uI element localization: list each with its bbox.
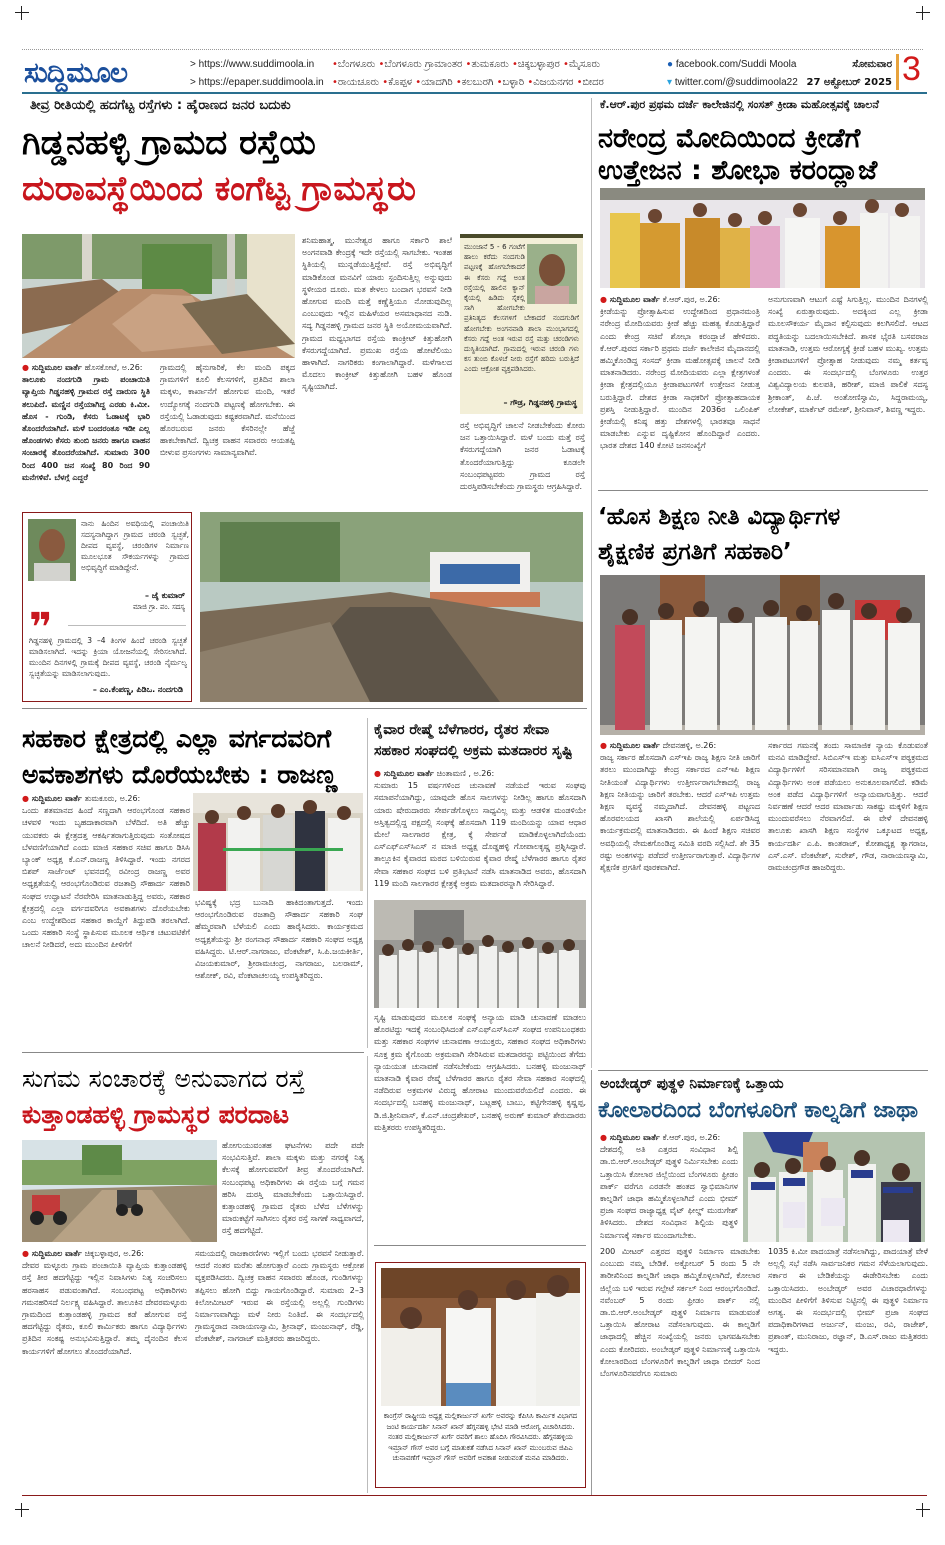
edition-city[interactable]: ತುಮಕೂರು	[471, 59, 512, 70]
story4-dateline-place: ತುಮಕೂರು, ಅ.26:	[84, 794, 141, 803]
section-divider-5	[374, 1245, 586, 1246]
crop-mark-top-right	[916, 6, 930, 20]
story4-headline-line2: ಅವಕಾಶಗಳು ದೊರೆಯಬೇಕು : ರಾಜಣ್ಣ	[22, 760, 338, 789]
story6-body-1: ದೇವರ ಮಳ್ಳೂರು ಗ್ರಾಮ ಪಂಚಾಯಿತಿ ವ್ಯಾಪ್ತಿಯ ಕುತ್ತಾಂಡಹಳ್ಳಿ ರಸ್ತೆ ತೀರ ಹದಗೆಟ್ಟಿದ್ದು ಇಲ್ಲಿನ ನಿವಾಸಿಗಳು ನಿತ್ಯ ಸಂಚರಿಸಲು ಹರಸಾಹಸ ಪಡುವಂತಾಗಿದೆ. ಸಂಬಂಧಪಟ್ಟ ಅಧಿಕಾರಿಗಳು ಗಮನಹರಿಸದೆ ನಿರ್ಲಕ್ಷ್ಯ ವಹಿಸಿದ್ದಾರೆ. ತಾಲೂಕಿನ ದೇವರಮಳ್ಳೂರು ಗ್ರಾಮದಿಂದ ಕುತ್ತಾಂಡಹಳ್ಳಿ ಗ್ರಾಮದ ಕಡೆ ಹೋಗುವ ರಸ್ತೆ ಹದಗೆಟ್ಟಿದ್ದು ರೈತರು, ಕೂಲಿ ಕಾರ್ಮಿಕರು ಹಾಗೂ ವಿದ್ಯಾರ್ಥಿಗಳು ಪ್ರತಿದಿನ ಸಂಕಷ್ಟ ಅನುಭವಿಸುತ್ತಿದ್ದಾರೆ. ತಮ್ಮ ದೈನಂದಿನ ಕೆಲಸ ಕಾರ್ಯಗಳಿಗೆ ಹೋಗಲು ತೊಂದರೆಯಾಗಿದೆ.	[22, 1261, 187, 1356]
quote1-role: ಮಾಜಿ ಗ್ರಾ. ಪಂ. ಸದಸ್ಯ	[132, 603, 185, 611]
story5-column-1	[374, 768, 586, 898]
story7-column-2	[768, 1246, 928, 1494]
section-divider-3	[598, 1070, 928, 1071]
story6-body-top: ಹೋಗುಯುವಂತಹ ಘಟನೆಗಳು ಪದೇ ಪದೇ ಸಂಭವಿಸುತ್ತಿವೆ. ಶಾಲಾ ಮಕ್ಕಳು ಮತ್ತು ನಗರಕ್ಕೆ ನಿತ್ಯ ಕೆಲಸಕ್ಕೆ ಹೋಗುವವರಿಗೆ ತೀವ್ರ ತೊಂದರೆಯಾಗಿದೆ. ಸಂಬಂಧಪಟ್ಟ ಅಧಿಕಾರಿಗಳು ಈ ರಸ್ತೆಯ ಬಗ್ಗೆ ಗಮನ ಹರಿಸಿ ದುರಸ್ತಿ ಮಾಡಬೇಕೆಂದು ಒತ್ತಾಯಿಸಿದ್ದಾರೆ. ಕುತ್ತಾಂಡಹಳ್ಳಿ ಗ್ರಾಮದ ರೈತರು ಬೆಳೆದ ಬೆಳೆಗಳನ್ನು ಮಾರುಕಟ್ಟೆಗೆ ಸಾಗಿಸಲು ರೈತರ ರಸ್ತೆ ಸಾಗಣೆ ಸಾಧ್ಯವಾಗದೆ, ರಸ್ತೆ ಹದಗೆಟ್ಟಿದೆ.	[222, 1141, 364, 1236]
city-bullet-icon: •	[511, 59, 518, 70]
story2-headline-line2: ಉತ್ತೇಜನ : ಶೋಭಾ ಕರಂದ್ಲಾಜೆ	[598, 155, 878, 186]
rough-road-photo	[22, 1140, 217, 1242]
story2-dateline-place: ಕೆ.ಆರ್.ಪುರ, ಅ.26:	[662, 295, 721, 304]
story5-headline-line2: ಸಹಕಾರ ಸಂಘದಲ್ಲಿ ಅಕ್ರಮ ಮತದಾರರ ಸೃಷ್ಟಿ	[374, 743, 573, 759]
quote1-text: ನಾನು ಹಿಂದಿನ ಅವಧಿಯಲ್ಲಿ ಪಂಚಾಯಿತಿ ಸದಸ್ಯನಾಗಿದ್ದಾಗ ಗ್ರಾಮದ ಚರಂಡಿ ಸ್ವಚ್ಛತೆ, ದೀಪದ ವ್ಯವಸ್ಥೆ, ಚರಂಡಿಗಳ ನಿರ್ಮಾಣ ಮೂಲಭೂತ ಸೌಕರ್ಯಗಳನ್ನು ಗ್ರಾಮದ ಅಭಿವೃದ್ಧಿಗೆ ಮಾಡಿದ್ದೇನೆ.	[81, 519, 189, 572]
story1-body-4: ರಸ್ತೆ ಅಭಿವೃದ್ಧಿಗೆ ಚಾಲನೆ ನೀಡಬೇಕೆಂದು ಕೋರು ಜನ ಒತ್ತಾಯಿಸಿದ್ದಾರೆ. ಮಳೆ ಬಂದು ಮತ್ತೆ ರಸ್ತೆ ಕೆಸರುಗದ್ದೆಯಾಗಿ ಜನರ ಓಡಾಟಕ್ಕೆ ತೊಂದರೆಯಾಗುತ್ತಿದ್ದು ಕೂಡಲೇ ಸಂಬಂಧಪಟ್ಟವರು ಗ್ರಾಮದ ರಸ್ತೆ ದುರಸ್ತಿಪಡಿಸಬೇಕೆಂದು ಗ್ರಾಮಸ್ಥರು ಆಗ್ರಹಿಸಿದ್ದಾರೆ.	[460, 421, 585, 492]
story1-body-2: ಗ್ರಾಮದಲ್ಲಿ ಹೈನುಗಾರಿಕೆ, ಕೆಲ ಮಂದಿ ಪಕ್ಕದ ಗ್ರಾಮಗಳಿಗೆ ಕೂಲಿ ಕೆಲಸಗಳಿಗೆ, ಪ್ರತಿದಿನ ಶಾಲಾ ಮಕ್ಕಳು, ಕಾರ್ಖಾನೆಗೆ ಹೋಗುವ ಮಂದಿ, ಇತರೆ ಉದ್ಯೋಗಕ್ಕೆ ನಂದಗುಡಿ ಪಟ್ಟಣಕ್ಕೆ ಹೋಗಬೇಕು. ಈ ರಸ್ತೆಯಲ್ಲಿ ಓಡಾಡುವುದು ಕಷ್ಟಕರವಾಗಿದೆ. ಮನೆಯಿಂದ ಹೊರಬರುವ ಜನರು ಕೆಸರಿನಲ್ಲೇ ಹೆಜ್ಜೆ ಹಾಕಬೇಕಾಗಿದೆ. ದ್ವಿಚಕ್ರ ವಾಹನ ಸವಾರರು ಆಯತಪ್ಪಿ ಬೀಳುವ ಪ್ರಸಂಗಗಳು ಸಾಮಾನ್ಯವಾಗಿವೆ.	[160, 363, 295, 458]
meeting-photo-box	[375, 1262, 586, 1488]
sports-event-photo	[600, 188, 925, 288]
edition-city[interactable]: ಮೈಸೂರು	[568, 59, 601, 70]
issue-date-text: 27 ಅಕ್ಟೋಬರ್ 2025	[806, 77, 892, 88]
section-divider-2	[598, 490, 928, 491]
column-divider-lower	[591, 1070, 592, 1495]
facebook-link[interactable]: facebook.com/Suddi Moola	[675, 59, 797, 70]
story2-kicker: ಕೆ.ಆರ್.ಪುರ ಪ್ರಥಮ ದರ್ಜೆ ಕಾಲೇಜಿನಲ್ಲಿ ಸಂಸತ್ ಕ್ರೀಡಾ ಮಹೋತ್ಸವಕ್ಕೆ ಚಾಲನೆ	[600, 98, 879, 111]
story4-column-2	[195, 897, 363, 1045]
website-link[interactable]: > https://www.suddimoola.in	[190, 59, 315, 70]
crop-mark-bottom-left	[15, 1503, 29, 1517]
story3-body-2: ಸರ್ಕಾರದ ಗಮನಕ್ಕೆ ತಂದು ಸಾಮಾಜಿಕ ನ್ಯಾಯ ಕೊಡುವಂತೆ ಮನವಿ ಮಾಡಿದ್ದೇವೆ. ಸಿಬಿಎಸ್‌ಇ ಮತ್ತು ಐಸಿಎಸ್‌ಇ ಪಠ್ಯಕ್ರಮದ ವಿದ್ಯಾರ್ಥಿಗಳಿಗೆ ಸರಿಸಮಾನವಾಗಿ ರಾಜ್ಯ ಪಠ್ಯಕ್ರಮದ ವಿದ್ಯಾರ್ಥಿಗಳು ಅಂಕ ಪಡೆಯಲು ಅನುಕೂಲವಾಗಲಿದೆ. ಕಡಿಮೆ ಅಂಕ ಪಡೆದ ವಿದ್ಯಾರ್ಥಿಗಳಿಗೆ ಅನ್ಯಾಯವಾಗುತ್ತಿತ್ತು. ಆದರೆ ನಿರ್ವಹಣೆ ಆದರೆ ಆದರ ಮಾರ್ಪಾಡು ಸಾಕಷ್ಟು ಮಕ್ಕಳಿಗೆ ಶಿಕ್ಷಣ ಮುಂದುವರೆಸಲು ನೆರವಾಗಲಿದೆ. ಈ ವೇಳೆ ದೇವನಹಳ್ಳಿ ತಾಲೂಕು ಖಾಸಗಿ ಶಿಕ್ಷಣ ಸಂಸ್ಥೆಗಳ ಒಕ್ಕೂಟದ ಅಧ್ಯಕ್ಷ, ಕಾರ್ಯದರ್ಶಿ ಎ.ಪಿ. ಕಾಂತರಾಜ್, ಕೋಶಾಧ್ಯಕ್ಷ ತ್ಯಾಗರಾಜ, ಎಸ್.ಎಸ್. ವೆಂಕಟೇಶ್, ಸುರೇಶ್, ಗೌಡ, ನಾರಾಯಣಸ್ವಾಮಿ, ರಾಮಚಂದ್ರಗೌಡ ಹಾಜರಿದ್ದರು.	[768, 741, 928, 873]
story3-headline-line1: ‘ಹೊಸ ಶಿಕ್ಷಣ ನೀತಿ ವಿದ್ಯಾರ್ಥಿಗಳ	[598, 504, 841, 530]
story3-dateline-source: ಸುದ್ದಿಮೂಲ ವಾರ್ತೆ	[609, 741, 660, 750]
crop-mark-bottom-right	[916, 1503, 930, 1517]
quote-divider	[68, 625, 186, 626]
story3-column-2	[768, 740, 928, 1060]
top-dotted-rule	[22, 49, 923, 50]
story3-body-1: ರಾಜ್ಯ ಸರ್ಕಾರ ಹೊಸದಾಗಿ ಎಸ್‌ಇಪಿ ರಾಜ್ಯ ಶಿಕ್ಷಣ ನೀತಿ ಜಾರಿಗೆ ತರಲು ಮುಂದಾಗಿದ್ದು ಕೇಂದ್ರ ಸರ್ಕಾರದ ಎನ್‌ಇಪಿ ಶಿಕ್ಷಣ ನೀತಿಯಂತೆ ವಿದ್ಯಾರ್ಥಿಗಳು ಉತ್ತೀರ್ಣರಾಗಬೇಕಾದಲ್ಲಿ ರಾಜ್ಯ ಶಿಕ್ಷಣ ನೀತಿಯನ್ನು ಜಾರಿಗೆ ತರಬೇಕು. ಆದರೆ ಎಸ್‌ಇಪಿ ಉತ್ತಮ ಶಿಕ್ಷಣ ವ್ಯವಸ್ಥೆ ನಮ್ಮದಾಗಿದೆ. ದೇವನಹಳ್ಳಿ ಪಟ್ಟಣದ ಹೊರವಲಯದ ಖಾಸಗಿ ಶಾಲೆಯಲ್ಲಿ ಏರ್ಪಡಿಸಿದ್ದ ಕಾರ್ಯಕ್ರಮದಲ್ಲಿ ಮಾತನಾಡಿದರು. ಈ ಹಿಂದೆ ಶಿಕ್ಷಣ ಸಚಿವರ ಅವಧಿಯಲ್ಲಿ ನೇಮಕಗೊಂಡಿದ್ದ ಸಮಿತಿ ವರದಿ ಸಲ್ಲಿಸಿದೆ. ಶೇ 35 ರಷ್ಟು ಅಂಕಗಳನ್ನು ಪಡೆದರೆ ಉತ್ತೀರ್ಣರಾಗುತ್ತಾರೆ. ವಿದ್ಯಾರ್ಥಿಗಳ ಶೈಕ್ಷಣಿಕ ಪ್ರಗತಿಗೆ ಪೂರಕವಾಗಿದೆ.	[600, 753, 760, 873]
story2-column-1	[600, 294, 760, 484]
edition-city[interactable]: ವಿಜಯನಗರ	[533, 77, 577, 88]
bullet-icon: ●	[22, 794, 32, 803]
story2-body-2: ಅನುಗುಣವಾಗಿ ಆಟುಗೆ ಎಷ್ಟೆ ಸಿಗುತ್ತಿಲ್ಲ. ಮುಂದಿನ ದಿನಗಳಲ್ಲಿ ಸಂಖ್ಯೆ ಏರುತ್ತಾರುವುದು. ಅದಕ್ಕಿಂದ ಎಲ್ಲ ಕ್ರೀಡಾ ಮೂಲಸೌಕರ್ಯ ಮೈದಾನ ಕಲ್ಪಿಸುವುದು ಕಲಗಿಸಲಿದೆ. ಆಟದ ಪದ್ಧತಿಯನ್ನು ಬದಲಾಯಿಸಬೇಕಿದೆ. ಶಾಸಕ ಭೈರತಿ ಬಸವರಾಜ ಮಾತನಾಡಿ, ಉತ್ತಮ ಆರೋಗ್ಯಕ್ಕೆ ಕ್ರೀಡೆ ಬಹಳ ಮುಖ್ಯ. ಉತ್ತಮ ಕ್ರೀಡಾಪಟುಗಳಿಗೆ ಪ್ರೋತ್ಸಾಹ ನೀಡುವುದು ನಮ್ಮ ಕರ್ತವ್ಯ ಎಂದರು. ಈ ಸಂದರ್ಭದಲ್ಲಿ ಬೆಂಗಳೂರು ಉತ್ತರ ವಿಶ್ವವಿದ್ಯಾಲಯ ಕುಲಪತಿ, ಹರೀಶ್, ಮಾಜಿ ಪಾಲಿಕೆ ಸದಸ್ಯ ಶ್ರೀಕಾಂತ್, ಪಿ.ಜೆ. ಅಂತೋಣಿಸ್ವಾಮಿ, ಸಿದ್ದರಾಮಯ್ಯ, ಲೋಕೇಶ್, ಮಾರ್ಕೆಟ್ ರಮೇಶ್, ಶ್ರೀನಿವಾಸ್, ಶಿವಣ್ಣ ಇದ್ದರು.	[768, 295, 928, 414]
twitter-link[interactable]: twitter.com/@suddimoola22	[674, 77, 798, 88]
edition-city[interactable]: ಬಳ್ಳಾರಿ	[502, 77, 528, 88]
story5-dateline-place: ಚಿಂತಾಮಣಿ , ಅ.26:	[436, 769, 495, 778]
edition-city[interactable]: ರಾಯಚೂರು	[337, 77, 383, 88]
column-divider	[591, 98, 592, 1068]
twitter-icon: ▾	[667, 77, 673, 88]
story7-dateline-place: ಕೆ.ಆರ್.ಪುರ, ಅ.26:	[662, 1133, 721, 1142]
story5-column-2	[374, 1012, 586, 1237]
story1-headline-line2: ದುರಾವಸ್ಥೆಯಿಂದ ಕಂಗೆಟ್ಟ ಗ್ರಾಮಸ್ಥರು	[22, 169, 416, 209]
jai-kumar-portrait	[28, 519, 76, 581]
city-bullet-icon: •	[332, 77, 338, 88]
story6-headline-line2: ಕುತ್ತಾಂಡಹಳ್ಳಿ ಗ್ರಾಮಸ್ಥರ ಪರದಾಟ	[22, 1100, 290, 1129]
city-bullet-icon: •	[455, 77, 462, 88]
story1-body-1: ತಾಲೂಕು ನಂದಗುಡಿ ಗ್ರಾಮ ಪಂಚಾಯಿತಿ ವ್ಯಾಪ್ತಿಯ ಗಿಡ್ಡನಹಳ್ಳಿ ಗ್ರಾಮದ ರಸ್ತೆ ದಾರುಣ ಸ್ಥಿತಿ ತಲುಪಿದೆ. ಮಣ್ಣಿನ ರಸ್ತೆಯಾಗಿದ್ದ ಎರಡು ಕಿ.ಮೀ. ಹೊಸ - ಗುಂಡಿ, ಕೆಸರು ಓಡಾಟಕ್ಕೆ ಭಾರಿ ತೊಂದರೆಯಾಗಿದೆ. ಮಳೆ ಬಂದರಂತೂ ಇಡೀ ಎಲ್ಲ ಹೊಂಡಗಳು ಕೆಸರು ತುಂಬಿ ಜನರು ಹಾಗೂ ವಾಹನ ಸಂಚಾರಕ್ಕೆ ತೊಂದರೆಯಾಗಿದೆ. ಸುಮಾರು 300 ರಿಂದ 400 ಜನ ಸಂಖ್ಯೆ 80 ರಿಂದ 90 ಮನೆಗಳಿವೆ. ಬೆಳಗ್ಗೆ ಎದ್ದರೆ	[22, 375, 150, 482]
story2-column-2	[768, 294, 928, 484]
bullet-icon: ●	[374, 769, 384, 778]
story2-dateline-source: ಸುದ್ದಿಮೂಲ ವಾರ್ತೆ	[609, 295, 660, 304]
bullet-icon: ●	[600, 295, 610, 304]
web-links	[190, 56, 324, 92]
sidebar-body: ಮುಂಜಾನೆ 5 - 6 ಗಂಟೆಗೆ ಹಾಲು ಕರೆದು ನಂದಗುಡಿ ಪಟ್ಟಣಕ್ಕೆ ಹೋಗಬೇಕಾದರೆ ಈ ಕೆಸರು ಗದ್ದೆ ಅಂತ ರಸ್ತೆಯಲ್ಲಿ ಹಾಲಿನ ಕ್ಯಾನ್ ಕೈಯಲ್ಲಿ ಹಿಡಿದು ಸೈಕಲ್ಲಿ ಸಾಗಿ ಹೋಗಬೇಕು ಪ್ರತಿನಿತ್ಯದ ಕೆಲಸಗಳಿಗೆ ಬೇಕಾದರೆ ನಂದಗುಡಿಗೆ ಹೋಗಬೇಕು ಅಂಗನವಾಡಿ ಶಾಲಾ ಮುಂಭಾಗದಲ್ಲಿ ಕೆಸರು ಗದ್ದೆ ಅಂತ ಇರುವ ರಸ್ತೆ ಮತ್ತು ಚರಂಡಿಗಳು ದುಸ್ಥಿತಿಯಾಗಿದೆ. ಗ್ರಾಮದಲ್ಲಿ ಇರುವ ಚರಂಡಿ ಗಳು ಕಸ ತುಂಬಿ ಕೊಳಚೆ ನೀರು ರಸ್ತೆಗೆ ಹರಿದು ಬರುತ್ತಿದೆ ಎಂದು ಆಕ್ರೋಶ ವ್ಯಕ್ತಪಡಿಸಿದರು.	[464, 243, 579, 374]
story4-divider	[367, 718, 368, 1048]
protest-group-photo	[374, 900, 586, 1008]
sidebar-signature: – ಗೌಡ್ರ, ಗಿಡ್ಡನಹಳ್ಳಿ ಗ್ರಾಮಸ್ಥ	[503, 398, 577, 407]
quote2-text: ಗಿಡ್ಡನಹಳ್ಳಿ ಗ್ರಾಮದಲ್ಲಿ 3 –4 ತಿಂಗಳ ಹಿಂದೆ ಚರಂಡಿ ಸ್ವಚ್ಛತೆ ಮಾಡಿಸಲಾಗಿದೆ. ಇದನ್ನು ಕ್ರಿಯಾ ಯೋಜನೆಯಲ್ಲಿ ಸೇರಿಸಲಾಗಿದೆ. ಮುಂದಿನ ದಿನಗಳಲ್ಲಿ ಗ್ರಾಮಕ್ಕೆ ದೀಪದ ವ್ಯವಸ್ಥೆ, ಚರಂಡಿ ನೈರ್ಮಲ್ಯ ಸ್ವಚ್ಛತೆಯನ್ನು ಮಾಡಿಸಲಾಗುವುದು.	[29, 636, 187, 678]
story6-column-1	[22, 1248, 187, 1493]
story5-headline-line1: ಕೈವಾರ ರೇಷ್ಮೆ ಬೆಳೆಗಾರರ, ರೈತರ ಸೇವಾ	[374, 722, 550, 738]
city-bullet-icon: •	[465, 59, 472, 70]
brand-logo[interactable]: ಸುದ್ದಿಮೂಲ	[24, 56, 128, 89]
cities-row-1	[332, 56, 604, 74]
story4-headline-line1: ಸಹಕಾರ ಕ್ಷೇತ್ರದಲ್ಲಿ ಎಲ್ಲಾ ವರ್ಗದವರಿಗೆ	[22, 724, 332, 753]
story1-body-3: ಶನಿಮಹಾತ್ಮ, ಮುನೇಶ್ವರ ಹಾಗೂ ಸರ್ಕಾರಿ ಶಾಲೆ ಅಂಗನವಾಡಿ ಕೇಂದ್ರಕ್ಕೆ ಇದೇ ರಸ್ತೆಯಲ್ಲಿ ಸಾಗಬೇಕು. ಇಂತಹ ಸ್ಥಿತಿಯಲ್ಲಿ ಮುನ್ನಡೆಯುತ್ತಿದ್ದೇವೆ. ರಸ್ತೆ ಅಭಿವೃದ್ಧಿಗೆ ಮಾಡಿಕೊಂಡ ಮನವಿಗೆ ಯಾರು ಸ್ಪಂದಿಸುತ್ತಿಲ್ಲ ಅನ್ನುವುದು ಸ್ಥಳೀಯರ ದೂರು. ಮತ ಕೇಳಲು ಬಂದಾಗ ಭರವಸೆ ನೀಡಿ ಹೋಗುವ ಮಂದಿ ಮತ್ತೆ ಕಣ್ಣೆತ್ತಿಯೂ ನೋಡುವುದಿಲ್ಲ ಎಂಬುವುದು ಇಲ್ಲಿನ ಮಹಿಳೆಯರ ಅಸಮಾಧಾನದ ನುಡಿ. ಸದ್ಯ ಗಿಡ್ಡನಹಳ್ಳಿ ಗ್ರಾಮದ ಜನರ ಸ್ಥಿತಿ ಅಯೋಮಯವಾಗಿದೆ. ಗ್ರಾಮದ ಮಧ್ಯಭಾಗದ ರಸ್ತೆಯ ಕಾಂಕ್ರೀಟ್ ಕಿತ್ತುಹೋಗಿ ಕೆಸರುಗದ್ದೆಯಾಗಿದೆ. ಪ್ರಮುಖ ರಸ್ತೆಯ ಹೋಟೆಲಿಯು ಹಾಳಾಗಿದೆ. ನಾಗರಿಕರು ಕಂಗಾಲಾಗಿದ್ದಾರೆ. ಮಳೆಗಾಲದ ಮೊದಲು ಕಾಂಕ್ರೀಟ್ ಕಿತ್ತುಹೋಗಿ ಬಹಳ ಹೊಂಡ ಸೃಷ್ಟಿಯಾಗಿದೆ.	[302, 236, 452, 392]
city-bullet-icon: •	[527, 77, 534, 88]
story4-body-1: ಒಂದು ಶತಮಾನದ ಹಿಂದೆ ಸಣ್ಣದಾಗಿ ಆರಂಭಗೊಂಡ ಸಹಕಾರ ಚಳವಳಿ ಇಂದು ಬೃಹದಾಕಾರವಾಗಿ ಬೆಳೆದಿದೆ. ಅತಿ ಹೆಚ್ಚು ಯುವಕರು ಈ ಕ್ಷೇತ್ರದತ್ತ ಆಕರ್ಷಿತರಾಗುತ್ತಿರುವುದು ಸಂತೋಷದ ಬೆಳವಣಿಗೆಯಾಗಿದೆ ಎಂದು ಮಾಜಿ ಸಹಕಾರ ಸಚಿವ ಹಾಗೂ ಡಿಸಿಸಿ ಬ್ಯಾಂಕ್ ಅಧ್ಯಕ್ಷ ಕೆ.ಎನ್.ರಾಜಣ್ಣ ತಿಳಿಸಿದ್ದಾರೆ. ಇಂದು ನಗರದ ಬಿಶಪ್ ಸಾರ್ಜೆಂಟ್ ಭವನದಲ್ಲಿ ರವೀಂದ್ರ ರಾಜಣ್ಣ ಅವರ ಅಧ್ಯಕ್ಷತೆಯಲ್ಲಿ ಆರಂಭಗೊಂಡಿರುವ ರಜತಾದ್ರಿ ಸೌಹಾರ್ದ ಸಹಕಾರಿ ಸಂಘದ ಉದ್ಘಾಟನೆ ನೆರವೇರಿಸಿ ಮಾತನಾಡುತ್ತಿದ್ದ ಅವರು, ಸಹಕಾರ ಕ್ಷೇತ್ರದಲ್ಲಿ ಎಲ್ಲಾ ವರ್ಗದವರಿಗೂ ಅವಕಾಶಗಳು ದೊರೆಯಬೇಕು ಎಂಬ ಉದ್ದೇಶದಿಂದ ಸಹಕಾರ ಕಾಯ್ದೆಗೆ ತಿದ್ದುಪಡಿ ತರಲಾಗಿದೆ. ಒಂದು ಸಹಕಾರಿ ಸಂಸ್ಥೆ ಸ್ಥಾಪಿಸುವ ಮೂಲಕ ಆರ್ಥಿಕ ಚಟುವಟಿಕೆಗೆ ಚಾಲನೆ ನೀಡಿದರೆ, ಅದು ಮುಂದಿನ ಪೀಳಿಗೆಗೆ	[22, 806, 190, 950]
story5-body-2: ಸೃಷ್ಟಿ ಮಾಡುವುದರ ಮೂಲಕ ಸಂಘಕ್ಕೆ ಅನ್ಯಾಯ ಮಾಡಿ ಚುನಾವಣೆ ಮಾಡಲು ಹೊರಟಿದ್ದು ಇದಕ್ಕೆ ಸಂಬಂಧಿಸಿದಂತೆ ಎಸ್‌ಎಫ್‌ಎಸ್‌ಸಿಎಸ್ ಸಂಘದ ಉಪನಿಬಂಧಕರು ಮತ್ತು ಸಹಕಾರ ಸಂಘಗಳ ಚುನಾವಣಾ ಆಯುಕ್ತರು, ಸಹಕಾರ ಸಂಘದ ಅಧಿಕಾರಿಗಳು ಸೂಕ್ತ ಕ್ರಮ ಕೈಗೊಂಡು ಅಕ್ರಮವಾಗಿ ಸೇರಿಸಿರುವ ಮತದಾರರನ್ನು ಪಟ್ಟಿಯಿಂದ ತೆಗೆದು ನ್ಯಾಯಯುತ ಚುನಾವಣೆ ನಡೆಸಬೇಕೆಂದು ಆಗ್ರಹಿಸಿದರು. ಬನಹಳ್ಳಿ ಮಂಜುನಾಥ್ ಮಾತನಾಡಿ ಕೈವಾರ ರೇಷ್ಮೆ ಬೆಳೆಗಾರರ ಹಾಗೂ ರೈತರ ಸೇವಾ ಸಹಕಾರ ಸಂಘದಲ್ಲಿ ನಡೆದಿರುವ ಅಕ್ರಮಗಳ ವಿರುದ್ಧ ಹೋರಾಟ ಮುಂದುವರೆಯಲಿದೆ ಎಂದರು. ಈ ಸಂದರ್ಭದಲ್ಲಿ ಬನಹಳ್ಳಿ ಮಂಜುನಾಥ್, ಬಟ್ಲಹಳ್ಳಿ ಬಾಬು, ಕಟ್ಟಿಗೇನಹಳ್ಳಿ ಕೃಷ್ಣಪ್ಪ, ಡಿ.ಜಿ.ಶ್ರೀನಿವಾಸ್, ಕೆ.ಎನ್.ಚಂದ್ರಶೇಖರ್, ಬನಹಳ್ಳಿ ಅರುಣ್ ಕುಮಾರ್ ಶೇರುದಾರರು ಮತ್ತಿತರರು ಉಪಸ್ಥಿತರಿದ್ದರು.	[374, 1013, 586, 1132]
edition-city[interactable]: ಯಾದಗಿರಿ	[421, 77, 456, 88]
story4-column-1	[22, 793, 190, 1043]
story7-column-top	[600, 1132, 738, 1242]
story4-dateline-source: ಸುದ್ದಿಮೂಲ ವಾರ್ತೆ	[31, 794, 82, 803]
edition-city[interactable]: ಬೆಂಗಳೂರು ಗ್ರಾಮಾಂತರ	[384, 59, 466, 70]
cities-row-2	[332, 74, 604, 92]
edition-cities	[332, 56, 604, 92]
story6-divider	[367, 1056, 368, 1493]
epaper-link[interactable]: > https://epaper.suddimoola.in	[190, 77, 324, 88]
story1-dateline-source: ಸುದ್ದಿಮೂಲ ವಾರ್ತೆ	[31, 363, 82, 372]
story6-dateline-source: ಸುದ್ದಿಮೂಲ ವಾರ್ತೆ	[31, 1249, 82, 1258]
city-bullet-icon: •	[496, 77, 503, 88]
section-divider-4	[22, 1052, 364, 1053]
village-road-photo	[200, 512, 583, 702]
story3-column-1	[600, 740, 760, 1060]
issue-date	[802, 56, 892, 92]
quote-mark-icon: ❞	[29, 605, 53, 651]
ambedkar-rally-photo	[743, 1132, 925, 1242]
edition-city[interactable]: ಬೆಂಗಳೂರು	[337, 59, 379, 70]
city-bullet-icon: •	[378, 59, 385, 70]
story6-column-2	[195, 1248, 364, 1493]
story1-column-2	[160, 362, 295, 512]
story6-headline-line1: ಸುಗಮ ಸಂಚಾರಕ್ಕೆ ಅನುವಾಗದ ರಸ್ತೆ	[22, 1064, 305, 1093]
bullet-icon: ●	[600, 1133, 610, 1142]
education-group-photo	[600, 575, 925, 735]
story3-headline-line2: ಶೈಕ್ಷಣಿಕ ಪ್ರಗತಿಗೆ ಸಹಕಾರಿ’	[598, 539, 792, 565]
page-number: 3	[902, 50, 921, 88]
story7-body-top: ದೇಶದಲ್ಲಿ ಅತಿ ಎತ್ತರದ ಸಂವಿಧಾನ ಶಿಲ್ಪಿ ಡಾ.ಬಿ.ಆರ್.ಅಂಬೇಡ್ಕರ್ ಪುತ್ಥಳಿ ನಿರ್ಮಿಸಬೇಕು ಎಂದು ಒತ್ತಾಯಿಸಿ ಕೋಲಾರ ಜಿಲ್ಲೆಯಿಂದ ಬೆಂಗಳೂರು ಫ್ರೀಡಂ ಪಾರ್ಕ್ ವರೆಗೂ ಎರಡನೇ ಹಂತದ ಸ್ವಾಭಿಮಾನಿಗಳ ಕಾಲ್ನಡಿಗೆ ಜಾಥಾ ಹಮ್ಮಿಕೊಳ್ಳಲಾಗಿದೆ ಎಂದು ಭೀಮ್ ಪ್ರಜಾ ಸಂಘದ ರಾಜ್ಯಾಧ್ಯಕ್ಷ ವೈಟ್ ಫೀಲ್ಡ್ ಮುರುಗೇಶ್ ತಿಳಿಸಿದರು. ದೇಶದ ಸಂವಿಧಾನ ಶಿಲ್ಪಿಯ ಪುತ್ಥಳಿ ನಿರ್ಮಾಣಕ್ಕೆ ಸರ್ಕಾರ ಮುಂದಾಗಬೇಕು.	[600, 1145, 738, 1240]
sidebar-text	[464, 242, 579, 392]
story6-column-right-top	[222, 1140, 364, 1245]
bullet-icon: ●	[600, 741, 610, 750]
edition-city[interactable]: ಬೀದರ	[582, 77, 604, 88]
quote1-signature: – ಜೈ ಕುಮಾರ್	[144, 591, 185, 600]
story7-body-2: 1035 ಕಿ.ಮೀ ಪಾದಯಾತ್ರೆ ನಡೆಸಲಾಗಿದ್ದು, ಪಾದಯಾತ್ರೆ ವೇಳೆ ಅಲ್ಲಲ್ಲಿ ಸಭೆ ನಡೆಸಿ ಸಾರ್ವಜನಿಕರ ಗಮನ ಸೆಳೆಯಲಾಗುವುದು. ಸರ್ಕಾರ ಈ ಬೇಡಿಕೆಯನ್ನು ಈಡೇರಿಸಬೇಕು ಎಂದು ಒತ್ತಾಯಿಸಿದರು. ಅಂಬೇಡ್ಕರ್ ಅವರ ವಿಚಾರಧಾರೆಗಳನ್ನು ಮುಂದಿನ ಪೀಳಿಗೆಗೆ ತಿಳಿಸುವ ನಿಟ್ಟಿನಲ್ಲಿ ಈ ಪುತ್ಥಳಿ ನಿರ್ಮಾಣ ಅಗತ್ಯ. ಈ ಸಂದರ್ಭದಲ್ಲಿ ಭೀಮ್ ಪ್ರಜಾ ಸಂಘದ ಪದಾಧಿಕಾರಿಗಳಾದ ಅರ್ಜುನ್, ಮಂಜು, ರವಿ, ರಾಜೇಶ್, ಪ್ರಶಾಂತ್, ಮುನಿರಾಜು, ರಜ್ಞಾನ್, ಡಿ.ಎಸ್.ರಾಜು ಮತ್ತಿತರರು ಇದ್ದರು.	[768, 1247, 928, 1354]
story1-column-4	[460, 420, 585, 510]
section-divider-1	[22, 708, 587, 709]
city-bullet-icon: •	[562, 59, 569, 70]
story7-body-1: 200 ಮೀಟರ್ ಎತ್ತರದ ಪುತ್ಥಳಿ ನಿರ್ಮಾಣ ಮಾಡಬೇಕು ಎಂಬುದು ನಮ್ಮ ಬೇಡಿಕೆ. ಅಕ್ಟೋಬರ್ 5 ರಂದು 5 ನೇ ತಾರೀಖಿನಿಂದ ಕಾಲ್ನಡಿಗೆ ಜಾಥಾ ಹಮ್ಮಿಕೊಳ್ಳಲಾಗಿದೆ, ಕೋಲಾರ ಜಿಲ್ಲೆಯ ಬಳಿ ಇರುವ ಗಲ್ಪೇಟೆ ಸರ್ಕಲ್ ನಿಂದ ಆರಂಭಗೊಂಡಿದೆ. ನವೆಂಬರ್ 5 ರಂದು ಫ್ರೀಡಂ ಪಾರ್ಕ್ ನಲ್ಲಿ ಡಾ.ಬಿ.ಆರ್.ಅಂಬೇಡ್ಕರ್ ಪುತ್ಥಳಿ ನಿರ್ಮಾಣ ಮಾಡುವಂತೆ ಒತ್ತಾಯಿಸಿ ಹೋರಾಟ ನಡೆಸಲಾಗುವುದು. ಈ ಕಾಲ್ನಡಿಗೆ ಜಾಥಾದಲ್ಲಿ ಹೆಚ್ಚಿನ ಸಂಖ್ಯೆಯಲ್ಲಿ ಜನರು ಭಾಗವಹಿಸಬೇಕು ಎಂದು ಕೋರಿದರು. ಅಂಬೇಡ್ಕರ್ ಪುತ್ಥಳಿ ನಿರ್ಮಾಣಕ್ಕೆ ಒತ್ತಾಯಿಸಿ ಕೋಲಾರದಿಂದ ಬೆಂಗಳೂರಿಗೆ ಕಾಲ್ನಡಿಗೆ ಜಾಥಾ ಬೀದರ್ ನಿಂದ ಬೆಂಗಳೂರಿನವರೆಗೂ ಸುಮಾರು	[600, 1247, 760, 1379]
crop-mark-top-left	[15, 6, 29, 20]
meeting-photo-caption: ಕಾಂಗ್ರೆಸ್ ರಾಷ್ಟ್ರೀಯ ಅಧ್ಯಕ್ಷ ಮಲ್ಲಿಕಾರ್ಜುನ್ ಖರ್ಗೆ ಅವರನ್ನು ಕೆಪಿಸಿಸಿ ಕಾರ್ಮಿಕ ವಿಭಾಗದ ಜಂಟಿ ಕಾರ್ಯದರ್ಶಿ ಸಿನಾನ್ ಖಾನ್ ಹೆಗ್ಗನಹಳ್ಳಿ ಭೇಟಿ ಮಾಡಿ ಆರೋಗ್ಯ ವಿಚಾರಿಸಿದರು. ನಂತರ ಮಲ್ಲಿಕಾರ್ಜುನ್ ಖರ್ಗೆ ರವರಿಗೆ ಶಾಲು ಹೊದಿಸಿ ಗೌರವಿಸಿದರು. ಹೆಗ್ಗನಹಳ್ಳಿಯ ಇಮ್ರಾನ್ ಗೌಸ್ ಅವರ ಬಗ್ಗೆ ಮಾತುಕತೆ ನಡೆಸಿದ ಸಿನಾನ್ ಖಾನ್ ಮುಂಬರುವ ಜಿಪಿಎ ಚುನಾವಣೆಗೆ ಇಮ್ರಾನ್ ಗೌಸ್ ಅವರಿಗೆ ಅವಕಾಶ ನೀಡುವಂತೆ ಮನವಿ ಮಾಡಿದರು.	[383, 1412, 578, 1462]
story3-dateline-place: ದೇವನಹಳ್ಳಿ, ಅ.26:	[662, 741, 717, 750]
story5-dateline-source: ಸುದ್ದಿಮೂಲ ವಾರ್ತೆ	[383, 769, 434, 778]
story1-column-3	[302, 235, 452, 510]
muddy-road-photo	[22, 234, 295, 358]
facebook-icon: ●	[667, 59, 674, 70]
bullet-icon: ●	[22, 363, 32, 372]
bottom-rule	[22, 1495, 927, 1496]
edition-city[interactable]: ಕೊಪ್ಪಳ	[388, 77, 416, 88]
social-links	[667, 56, 798, 92]
city-bullet-icon: •	[415, 77, 422, 88]
bullet-icon: ●	[22, 1249, 32, 1258]
story1-kicker: ತೀವ್ರ ರೀತಿಯಲ್ಲಿ ಹದಗೆಟ್ಟ ರಸ್ತೆಗಳು : ಹೈರಾಣದ ಜನರ ಬದುಕು	[30, 98, 291, 113]
story1-column-1	[22, 362, 150, 512]
story4-body-2: ಭವಿಷ್ಯಕ್ಕೆ ಭದ್ರ ಬುನಾದಿ ಹಾಕಿದಂತಾಗುತ್ತದೆ. ಇಂದು ಆರಂಭಗೊಂಡಿರುವ ರಜತಾದ್ರಿ ಸೌಹಾರ್ದ ಸಹಕಾರಿ ಸಂಘ ಹೆಮ್ಮರವಾಗಿ ಬೆಳೆಯಲಿ ಎಂದು ಹಾರೈಸಿದರು. ಕಾರ್ಯಕ್ರಮದ ಅಧ್ಯಕ್ಷತೆಯನ್ನು ಶ್ರೀ ರಂಗನಾಥ ಸೌಹಾರ್ದ ಸಹಕಾರಿ ಸಂಘದ ಅಧ್ಯಕ್ಷ ವಹಿಸಿದ್ದರು. ಟಿ.ಆರ್.ನಾಗರಾಜು, ವೆಂಕಟೇಶ್, ಸಿ.ಪಿ.ಜಯಕೀರ್ತಿ, ವಿಜಯಕುಮಾರ್, ಶ್ರೀರಾಮಚಂದ್ರ, ನಾಗರಾಜು, ಬಲರಾಮ್, ಆಶೋಕ್, ರವಿ, ವೆಂಕಟಾಚಲಯ್ಯ ಉಪಸ್ಥಿತರಿದ್ದರು.	[195, 898, 363, 981]
story6-body-2: ಸಮಯದಲ್ಲಿ ರಾಜಕಾರಣಿಗಳು ಇಲ್ಲಿಗೆ ಬಂದು ಭರವಸೆ ನೀಡುತ್ತಾರೆ. ಆದರೆ ನಂತರ ಮರೆತು ಹೋಗುತ್ತಾರೆ ಎಂದು ಗ್ರಾಮಸ್ಥರು ಆಕ್ರೋಶ ವ್ಯಕ್ತಪಡಿಸಿದರು. ದ್ವಿಚಕ್ರ ವಾಹನ ಸವಾರರು ಹೊಂಡ, ಗುಂಡಿಗಳನ್ನು ತಪ್ಪಿಸಲು ಹೋಗಿ ಬಿದ್ದು ಗಾಯಗೊಂಡಿದ್ದಾರೆ. ಸುಮಾರು 2–3 ಕಿಲೋಮೀಟರ್ ಇರುವ ಈ ರಸ್ತೆಯಲ್ಲಿ ಅಲ್ಲಲ್ಲಿ ಗುಂಡಿಗಳು ನಿರ್ಮಾಣವಾಗಿದ್ದು ಮಳೆ ನೀರು ನಿಂತಿದೆ. ಈ ಸಂದರ್ಭದಲ್ಲಿ ಗ್ರಾಮಸ್ಥರಾದ ನಾರಾಯಣಸ್ವಾಮಿ, ಶ್ರೀನಾಥ್, ಮಂಜುನಾಥ್, ರೆಡ್ಡಿ, ವೆಂಕಟೇಶ್, ನಾಗರಾಜ್ ಮತ್ತಿತರರು ಹಾಜರಿದ್ದರು.	[195, 1249, 364, 1344]
story1-headline-line1: ಗಿಡ್ಡನಹಳ್ಳಿ ಗ್ರಾಮದ ರಸ್ತೆಯ	[22, 123, 316, 163]
edition-city[interactable]: ಕಲಬುರಗಿ	[461, 77, 497, 88]
page-number-divider	[896, 54, 899, 90]
story5-body-1: ಸುಮಾರು 15 ವರ್ಷಗಳಿಂದ ಚುನಾವಣೆ ನಡೆಯದೆ ಇರುವ ಸಂಘವು ಸಮಾಪನೆಯಾಗಿದ್ದು, ಯಾವುದೇ ಹೊಸ ಸಾಲಗಳನ್ನು ನೀಡಿಲ್ಲ ಹಾಗೂ ಹೊಸದಾಗಿ ಯಾರು ಷೇರುದಾರರು ಸೇರ್ಪಡೆಗೊಳ್ಳಲು ಸಾಧ್ಯವಿಲ್ಲ ಮತ್ತು ಆಡಳಿತ ಮಂಡಳಿಯೇ ಅಸ್ತಿತ್ವದಲ್ಲಿದ್ದ ಪಕ್ಷದಲ್ಲಿ ಸಂಘಕ್ಕೆ ಹೊಸದಾಗಿ 119 ಮಂದಿಯನ್ನು ಯಾವ ಆಧಾರ ಮೇಲೆ ಸಾಲಗಾರರ ಕ್ಷೇತ್ರ, ಕ್ಕೆ ಸೇರ್ಪಡೆ ಮಾಡಿಕೊಳ್ಳಲಾಗಿದೆಯೆಂದು ಎಸ್‌ಎಫ್‌ಎಸ್‌ಸಿಎಸ್ ನ ಮಾಜಿ ಅಧ್ಯಕ್ಷ ದೊಡ್ಡಹಳ್ಳಿ ಗೋಪಾಲಕೃಷ್ಣ ಪ್ರಶ್ನಿಸಿದ್ದಾರೆ. ತಾಲ್ಲೂಕಿನ ಕೈವಾರದ ಮಠದ ಬಳಿಯಿರುವ ಕೈವಾರ ರೇಷ್ಮೆ ಬೆಳೆಗಾರರ ಹಾಗೂ ರೈತರ ಸೇವಾ ಸಹಕಾರ ಸಂಘದ ಬಳಿ ಪ್ರತಿಭಟನೆ ನಡೆಸಿ ಮಾತನಾಡಿದ ಅವರು, ಹೊಸದಾಗಿ 119 ಮಂದಿ ಸಾಲಗಾರರ ಕ್ಷೇತ್ರಕ್ಕೆ ಅಕ್ರಮ ಮತದಾರರನ್ನಾಗಿ ಸೇರಿಸಿದ್ದಾರೆ.	[374, 781, 586, 888]
story7-headline: ಕೋಲಾರದಿಂದ ಬೆಂಗಳೂರಿಗೆ ಕಾಲ್ನಡಿಗೆ ಜಾಥಾ	[598, 1098, 918, 1123]
issue-day: ಸೋಮವಾರ	[852, 59, 892, 70]
story6-dateline-place: ಚಿಕ್ಕಬಳ್ಳಾಪುರ, ಅ.26:	[84, 1249, 144, 1258]
ribbon-cutting-photo	[193, 793, 363, 891]
story7-kicker: ಅಂಬೇಡ್ಕರ್ ಪುತ್ಥಳಿ ನಿರ್ಮಾಣಕ್ಕೆ ಒತ್ತಾಯ	[600, 1076, 784, 1092]
story7-dateline-source: ಸುದ್ದಿಮೂಲ ವಾರ್ತೆ	[609, 1133, 660, 1142]
kharge-meeting-photo	[381, 1268, 580, 1406]
quote-box	[22, 512, 192, 702]
story2-headline-line1: ನರೇಂದ್ರ ಮೋದಿಯಿಂದ ಕ್ರೀಡೆಗೆ	[598, 123, 861, 154]
city-bullet-icon: •	[576, 77, 583, 88]
city-bullet-icon: •	[382, 77, 389, 88]
quote2-signature: – ಎಂ.ಕೆಂಪಣ್ಣ, ಪಿಡಿಒ. ನಂದಗುಡಿ	[92, 685, 183, 694]
city-bullet-icon: •	[332, 59, 338, 70]
masthead	[22, 52, 927, 94]
villager-sidebar	[460, 234, 583, 414]
story7-column-1	[600, 1246, 760, 1494]
story2-body-1: ಕ್ರೀಡೆಯನ್ನು ಪ್ರೋತ್ಸಾಹಿಸುವ ಉದ್ದೇಶದಿಂದ ಪ್ರಧಾನಮಂತ್ರಿ ನರೇಂದ್ರ ಮೋದಿಯವರು ಕ್ರೀಡೆ ಹೆಚ್ಚು ಮಹತ್ವ ಕೊಡುತ್ತಿದ್ದಾರೆ ಎಂದು ಕೇಂದ್ರ ಸಚಿವೆ ಶೋಭಾ ಕರಂದ್ಲಾಜೆ ಹೇಳಿದರು. ಕೆ.ಆರ್.ಪುರದ ಸರ್ಕಾರಿ ಪ್ರಥಮ ದರ್ಜೆ ಕಾಲೇಜಿನ ಮೈದಾನದಲ್ಲಿ ಹಮ್ಮಿಕೊಂಡಿದ್ದ ಸಂಸದ್ ಕ್ರೀಡಾ ಮಹೋತ್ಸವಕ್ಕೆ ಚಾಲನೆ ನೀಡಿ ಮಾತನಾಡಿದರು. ನರೇಂದ್ರ ಮೋದಿಯವರು ಎಲ್ಲಾ ಕ್ಷೇತ್ರಗಳಂತೆ ಕ್ರೀಡಾ ಕ್ಷೇತ್ರದಲ್ಲಿಯೂ ಕ್ರೀಡಾಪಟುಗಳಿಗೆ ಉತ್ತೇಜನ ನೀಡುತ್ತ ಬರುತ್ತಿದ್ದಾರೆ. ದೇಶದ ಕ್ರೀಡಾ ಸಾಧಕರಿಗೆ ಪ್ರೋತ್ಸಾಹದಾಯಕ ಪ್ರಶಸ್ತಿ ನೀಡುತ್ತಿದ್ದಾರೆ. ಮುಂದಿನ 2036ರ ಒಲಿಂಪಿಕ್ ಕ್ರೀಡೆಯಲ್ಲಿ ಕನಿಷ್ಠ ಹತ್ತು ದೇಶಗಳಲ್ಲಿ ಭಾರತವೂ ಸಾಧನೆ ಮಾಡಬೇಕು ಎನ್ನುವ ದೃಷ್ಟಿಕೋನ ಹೊಂದಿದ್ದಾರೆ ಎಂದರು. ಭಾರತ ದೇಶದ 140 ಕೋಟಿ ಜನಸಂಖ್ಯೆಗೆ	[600, 307, 760, 451]
story1-dateline-place: ಹೊಸಕೋಟೆ, ಅ.26:	[84, 363, 143, 372]
edition-city[interactable]: ಚಿಕ್ಕಬಳ್ಳಾಪುರ	[517, 59, 563, 70]
